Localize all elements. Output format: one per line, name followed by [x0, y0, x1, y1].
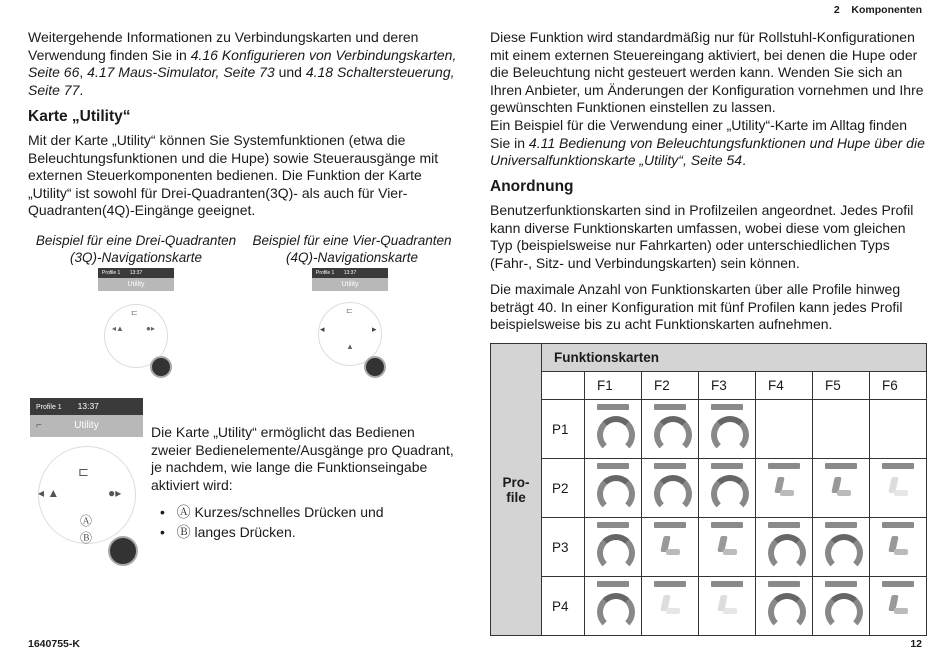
- function-card-cell: [870, 400, 927, 459]
- card-title-bar: [597, 463, 629, 469]
- seat-card-icon: [776, 477, 792, 497]
- drive-card-icon: [654, 475, 692, 513]
- drive-card-icon: [768, 593, 806, 631]
- drive-card-icon: [711, 416, 749, 454]
- time-label: 13:37: [343, 270, 357, 276]
- marker-a: Ⓐ: [176, 504, 191, 520]
- card-title-bar: [654, 463, 686, 469]
- right-arrow-icon: ▸: [372, 324, 377, 334]
- drive-card-icon: [825, 593, 863, 631]
- chapter-number: 2: [833, 4, 840, 16]
- card-title-bar: [654, 522, 686, 528]
- profile-label: Profile 1: [36, 404, 62, 411]
- menu-button[interactable]: [364, 356, 386, 378]
- function-card-cell: [813, 400, 870, 459]
- function-card-cell: [756, 400, 813, 459]
- column-header-f1: F1: [585, 372, 642, 400]
- hazard-icon: ◂ ▲: [38, 486, 60, 500]
- card-title-bar: [597, 522, 629, 528]
- intro-paragraph: Weitergehende Informationen zu Verbindungskarten und deren Verwendung finden Sie in 4.16 Konfigurieren von Verbindungskarten, Seite 66, 4.17 Maus-Simulator, Seite 73 und 4.18 Schaltersteuerung, Seite 77.: [28, 29, 457, 98]
- drive-card-icon: [597, 593, 635, 631]
- profile-label: Profile 1: [316, 270, 335, 276]
- quadrant-description: Die Karte „Utility“ ermöglicht das Bedienen zweier Bedienelemente/Ausgänge pro Quadrant, je nachdem, wie lange die Funktionseingabe aktiviert wird:: [151, 424, 454, 493]
- menu-button[interactable]: [150, 356, 172, 378]
- function-card-cell: [699, 577, 756, 636]
- function-card-cell: [756, 459, 813, 518]
- page-header: [834, 4, 922, 16]
- card-title-bar: [597, 581, 629, 587]
- utility-description: Mit der Karte „Utility“ können Sie Systemfunktionen (etwa die Beleuchtungsfunktionen und die Hupe) sowie Steuerausgänge mit externen Steuerkomponenten bedienen. Die Funktion der Karte „Utility“ ist sowohl für Drei-Quadranten(3Q)- als auch für Vier-Quadranten(4Q)-Eingänge geeignet.: [28, 132, 439, 219]
- card-title-bar: [768, 522, 800, 528]
- chapter-title: Komponenten: [851, 4, 922, 16]
- page-number: 12: [910, 638, 922, 650]
- function-cards-header: Funktionskarten: [542, 344, 927, 372]
- press-list: [160, 504, 450, 541]
- row-label-p1: P1: [542, 400, 585, 459]
- drive-card-icon: [597, 475, 635, 513]
- table-row: [491, 577, 927, 636]
- column-header-f5: F5: [813, 372, 870, 400]
- seat-card-icon: [890, 536, 906, 556]
- reference-link[interactable]: 4.16 Konfigurieren von Verbindungskarten, Seite 66: [28, 46, 457, 81]
- function-card-cell: [642, 577, 699, 636]
- marker-b: Ⓑ: [176, 523, 191, 540]
- card-title-bar: [768, 581, 800, 587]
- drive-card-icon: [597, 416, 635, 454]
- function-card-cell: [699, 400, 756, 459]
- column-header-f6: F6: [870, 372, 927, 400]
- drive-card-icon: [711, 475, 749, 513]
- function-card-cell: [870, 459, 927, 518]
- seat-card-icon: [662, 595, 678, 615]
- device-screenshot-3q: [98, 268, 174, 380]
- device-screenshot-large: [30, 398, 143, 568]
- marker-b: Ⓑ: [80, 531, 93, 545]
- horn-icon: ⊏: [131, 308, 138, 317]
- card-title-bar: [882, 581, 914, 587]
- drive-card-icon: [768, 534, 806, 572]
- bullet-text: Kurzes/schnelles Drücken und: [194, 504, 384, 520]
- card-title-bar: [597, 404, 629, 410]
- card-title-bar: [711, 463, 743, 469]
- menu-button[interactable]: [108, 536, 138, 566]
- function-card-cell: [642, 518, 699, 577]
- right-paragraph-3: Die maximale Anzahl von Funktionskarten über alle Profile hinweg beträgt 40. In einer Konfiguration mit fünf Profilen kann jedes Profil beispielsweise bis zu acht Funktionskarten aufnehmen.: [490, 281, 903, 333]
- seat-card-icon: [833, 477, 849, 497]
- document-id: 1640755-K: [28, 638, 80, 650]
- column-header-f4: F4: [756, 372, 813, 400]
- list-item: • Ⓐ Kurzes/schnelles Drücken und: [160, 504, 384, 520]
- caption-4q: Beispiel für eine Vier-Quadranten (4Q)-Navigationskarte: [252, 233, 452, 265]
- function-cards-table: [490, 343, 927, 636]
- drive-card-icon: [825, 534, 863, 572]
- lights-icon: ●▸: [108, 486, 122, 500]
- card-title-bar: [711, 522, 743, 528]
- function-card-cell: [756, 518, 813, 577]
- function-card-cell: [585, 577, 642, 636]
- column-header-f2: F2: [642, 372, 699, 400]
- reference-link[interactable]: 4.11 Bedienung von Beleuchtungsfunktionen und Hupe über die Universalfunktionskarte „Utility“, Seite 54: [490, 134, 925, 169]
- card-title-bar: [882, 463, 914, 469]
- function-card-cell: [870, 518, 927, 577]
- function-card-cell: [813, 577, 870, 636]
- section-heading-utility: Karte „Utility“: [28, 108, 131, 125]
- hazard-icon: ▲: [346, 342, 354, 351]
- function-card-cell: [870, 577, 927, 636]
- profile-label: Profile 1: [102, 270, 121, 276]
- function-card-cell: [585, 518, 642, 577]
- horn-icon: ⊏: [346, 306, 353, 315]
- drive-card-icon: [597, 534, 635, 572]
- function-card-cell: [585, 400, 642, 459]
- time-label: 13:37: [77, 401, 99, 411]
- marker-a: Ⓐ: [80, 514, 93, 528]
- right-paragraph-2: Benutzerfunktionskarten sind in Profilzeilen angeordnet. Jedes Profil kann diverse Funktionskarten umfassen, wobei diese vom gleichen Typ (beispielsweise nur Fahrkarten) oder unterschiedlichen Typs (Fahr-, Sitz- und Verbindungskarten) sein können.: [490, 202, 914, 271]
- profile-header-cell: Pro- file: [491, 344, 542, 636]
- column-header-f3: F3: [699, 372, 756, 400]
- reference-link[interactable]: 4.18 Schaltersteuerung, Seite 77: [28, 64, 455, 98]
- card-title: Utility: [127, 281, 145, 288]
- drive-card-icon: [654, 416, 692, 454]
- card-title-bar: [825, 463, 857, 469]
- hazard-icon: ◂▲: [112, 324, 124, 333]
- function-card-cell: [813, 518, 870, 577]
- function-card-cell: [585, 459, 642, 518]
- reference-link[interactable]: 4.17 Maus-Simulator, Seite 73: [87, 64, 275, 81]
- right-paragraph-1: Diese Funktion wird standardmäßig nur für Rollstuhl-Konfigurationen mit einem externen Steuereingang aktiviert, bei denen die Hupe oder die Beleuchtung nicht gesteuert werden kann. Wenden Sie sich an Ihren Anbieter, um Änderungen der Konfiguration vornehmen und Ihre gewünschten Funktionen einstellen zu lassen. Ein Beispiel für die Verwendung einer „Utility“-Karte im Alltag finden Sie in 4.11 Bedienung von Beleuchtungsfunktionen und Hupe über die Universalfunktionskarte „Utility“, Seite 54.: [490, 29, 925, 169]
- caption-3q: Beispiel für eine Drei-Quadranten (3Q)-Navigationskarte: [35, 233, 237, 265]
- function-card-cell: [642, 400, 699, 459]
- function-card-cell: [813, 459, 870, 518]
- row-label-p3: P3: [542, 518, 585, 577]
- section-heading-anordnung: Anordnung: [490, 178, 574, 195]
- table-row: [491, 459, 927, 518]
- card-title-bar: [711, 581, 743, 587]
- function-card-cell: [642, 459, 699, 518]
- lights-icon: ●▸: [146, 324, 155, 333]
- list-item: • Ⓑ langes Drücken.: [160, 523, 296, 540]
- card-title-bar: [825, 522, 857, 528]
- seat-card-icon: [662, 536, 678, 556]
- card-title: Utility: [74, 420, 99, 431]
- card-title-bar: [654, 581, 686, 587]
- card-title-bar: [711, 404, 743, 410]
- card-title-bar: [825, 581, 857, 587]
- function-card-cell: [699, 459, 756, 518]
- card-title: Utility: [341, 281, 359, 288]
- seat-card-icon: [890, 595, 906, 615]
- seat-card-icon: [719, 536, 735, 556]
- card-title-bar: [654, 404, 686, 410]
- function-card-cell: [699, 518, 756, 577]
- time-label: 13:37: [129, 270, 143, 276]
- table-row: [491, 400, 927, 459]
- seat-card-icon: [890, 477, 906, 497]
- seat-icon: ⌐: [36, 420, 42, 431]
- device-screenshot-4q: [312, 268, 388, 380]
- card-title-bar: [768, 463, 800, 469]
- row-label-p2: P2: [542, 459, 585, 518]
- left-arrow-icon: ◂: [320, 324, 325, 334]
- seat-card-icon: [719, 595, 735, 615]
- row-label-p4: P4: [542, 577, 585, 636]
- bullet-text: langes Drücken.: [194, 523, 296, 540]
- function-card-cell: [756, 577, 813, 636]
- table-row: [491, 518, 927, 577]
- horn-icon: ⊏: [78, 464, 89, 479]
- card-title-bar: [882, 522, 914, 528]
